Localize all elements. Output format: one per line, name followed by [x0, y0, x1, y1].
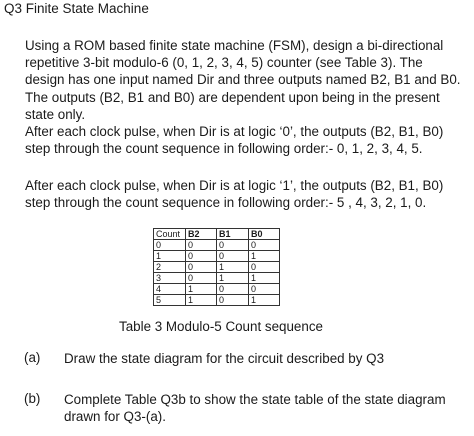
column-header-b2: B2	[186, 229, 217, 240]
description-line: Using a ROM based finite state machine (FSM), design a bi-directional	[25, 38, 444, 53]
description-line: After each clock pulse, when Dir is at logic ‘0’, the outputs (B2, B1, B0)	[25, 124, 444, 140]
question-line: drawn for Q3-(a).	[64, 409, 166, 425]
question-b-label: (b)	[24, 391, 41, 406]
table-cell: 1	[249, 295, 280, 306]
question-heading: Q3 Finite State Machine	[4, 1, 149, 16]
table-row	[154, 273, 280, 284]
table-header-row	[154, 229, 280, 240]
table-row	[154, 240, 280, 251]
table-cell: 0	[186, 240, 217, 251]
question-description	[25, 37, 465, 157]
column-header-count: Count	[154, 229, 186, 240]
table-cell: 0	[186, 251, 217, 262]
description-line: The outputs (B2, B1 and B0) are dependent upon being in the present	[25, 89, 440, 105]
table-cell: 1	[249, 273, 280, 284]
description-line: step through the count sequence in following order:- 5 , 4, 3, 2, 1, 0.	[25, 195, 427, 211]
table-cell: 4	[154, 284, 186, 295]
description-line: After each clock pulse, when Dir is at logic ‘1’, the outputs (B2, B1, B0)	[25, 178, 444, 193]
question-line: Draw the state diagram for the circuit described by Q3	[64, 351, 385, 366]
question-b-text	[64, 391, 446, 425]
question-line: Complete Table Q3b to show the state table of the state diagram	[64, 392, 446, 407]
table-cell: 0	[249, 284, 280, 295]
table-cell: 0	[217, 240, 249, 251]
column-header-b0: B0	[249, 229, 280, 240]
table-cell: 0	[217, 295, 249, 306]
question-a-label: (a)	[24, 350, 41, 365]
table-cell: 0	[186, 273, 217, 284]
table-cell: 1	[154, 251, 186, 262]
question-a-text	[64, 350, 384, 367]
table-cell: 0	[217, 284, 249, 295]
table-cell: 1	[249, 251, 280, 262]
table-cell: 0	[154, 240, 186, 251]
table-row	[154, 251, 280, 262]
table-caption: Table 3 Modulo-5 Count sequence	[119, 319, 323, 334]
count-sequence-table	[153, 228, 280, 306]
table-cell: 1	[186, 295, 217, 306]
table-cell: 1	[217, 262, 249, 273]
table-cell: 0	[186, 262, 217, 273]
table-cell: 3	[154, 273, 186, 284]
table-row	[154, 262, 280, 273]
table-cell: 0	[249, 262, 280, 273]
table-cell: 1	[217, 273, 249, 284]
description-line: design has one input named Dir and three outputs named B2, B1 and B0.	[25, 72, 461, 88]
column-header-b1: B1	[217, 229, 249, 240]
description-line: state only.	[25, 106, 86, 122]
description-line: repetitive 3-bit modulo-6 (0, 1, 2, 3, 4, 5) counter (see Table 3). The	[25, 55, 423, 71]
table-cell: 0	[217, 251, 249, 262]
reverse-direction-description	[25, 177, 465, 211]
table-cell: 2	[154, 262, 186, 273]
table-cell: 5	[154, 295, 186, 306]
table-cell: 1	[186, 284, 217, 295]
table-row	[154, 295, 280, 306]
description-line: step through the count sequence in following order:- 0, 1, 2, 3, 4, 5.	[25, 141, 423, 157]
table-row	[154, 284, 280, 295]
table-cell: 0	[249, 240, 280, 251]
